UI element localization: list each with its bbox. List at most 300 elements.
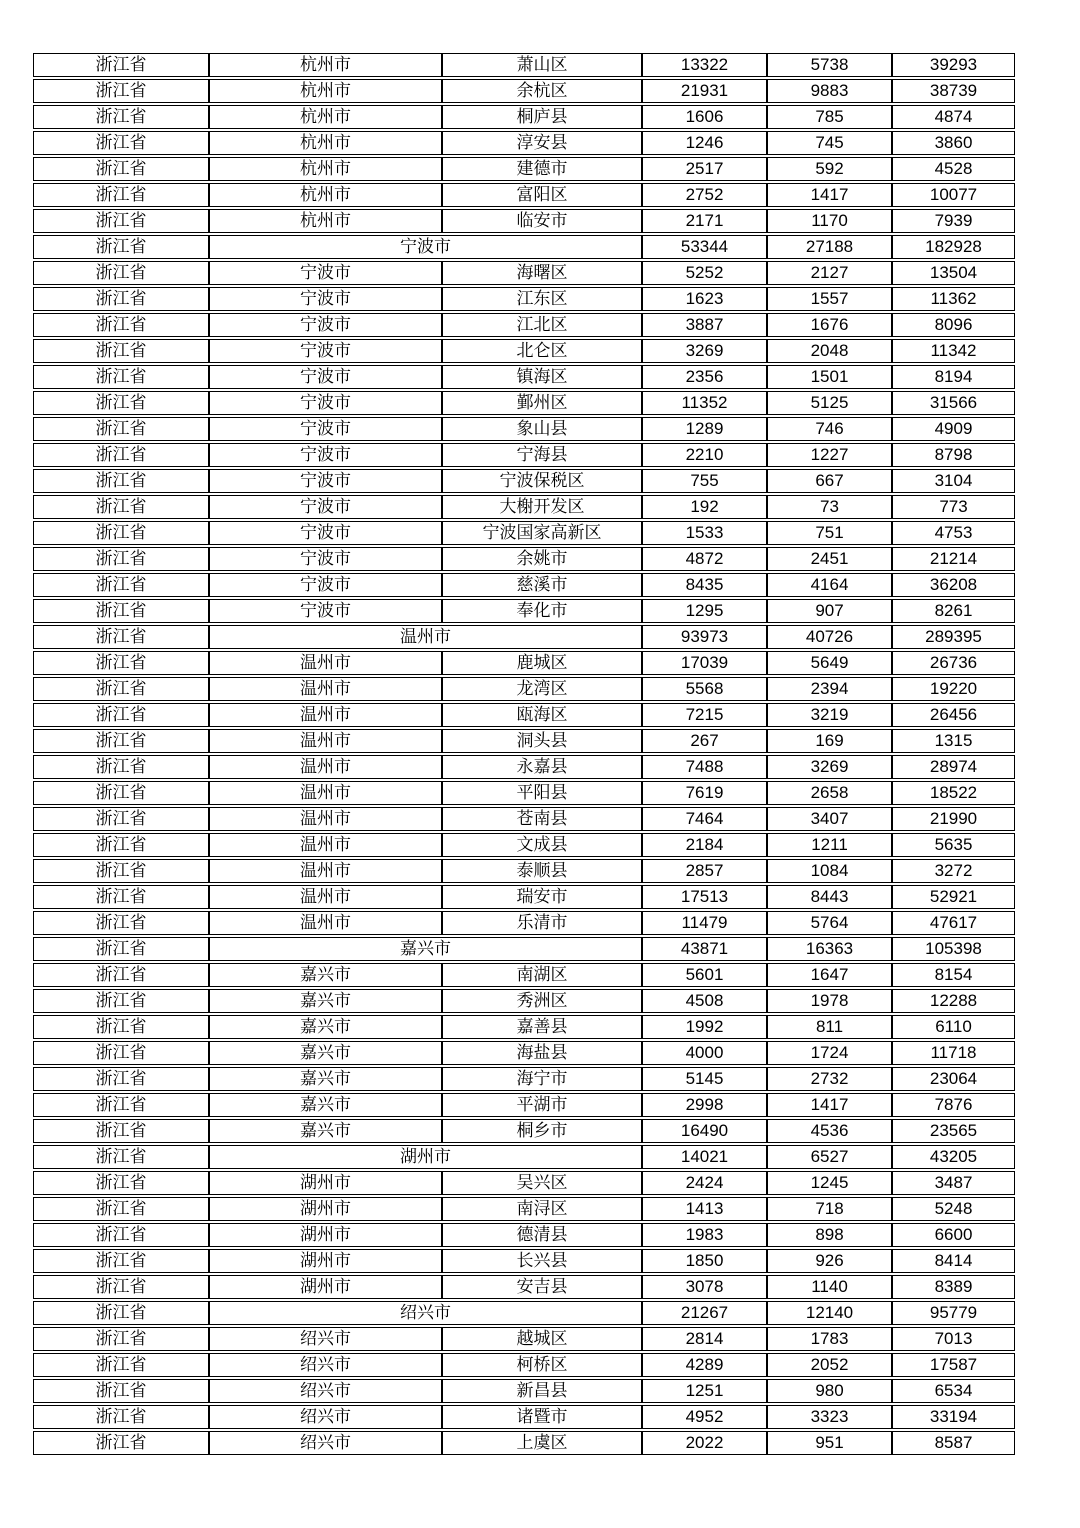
cell-city: 嘉兴市 xyxy=(209,1093,442,1117)
region-statistics-table xyxy=(33,51,1015,1457)
cell-district: 富阳区 xyxy=(442,183,642,207)
cell-value-3: 17587 xyxy=(892,1353,1015,1377)
table-row xyxy=(33,131,1015,155)
cell-value-2: 2451 xyxy=(767,547,892,571)
cell-value-3: 3272 xyxy=(892,859,1015,883)
cell-province: 浙江省 xyxy=(33,521,209,545)
cell-value-1: 7619 xyxy=(642,781,767,805)
cell-province: 浙江省 xyxy=(33,1379,209,1403)
table-row xyxy=(33,1223,1015,1247)
table-row xyxy=(33,1431,1015,1455)
cell-district: 海盐县 xyxy=(442,1041,642,1065)
cell-value-1: 4508 xyxy=(642,989,767,1013)
table-row xyxy=(33,1041,1015,1065)
table-row xyxy=(33,859,1015,883)
cell-city: 嘉兴市 xyxy=(209,1015,442,1039)
cell-value-3: 773 xyxy=(892,495,1015,519)
cell-value-3: 6110 xyxy=(892,1015,1015,1039)
table-row xyxy=(33,339,1015,363)
cell-value-3: 3104 xyxy=(892,469,1015,493)
cell-value-3: 36208 xyxy=(892,573,1015,597)
cell-district: 泰顺县 xyxy=(442,859,642,883)
cell-value-2: 1978 xyxy=(767,989,892,1013)
cell-city: 绍兴市 xyxy=(209,1431,442,1455)
cell-value-3: 8587 xyxy=(892,1431,1015,1455)
cell-province: 浙江省 xyxy=(33,911,209,935)
cell-value-1: 5601 xyxy=(642,963,767,987)
table-row xyxy=(33,391,1015,415)
cell-province: 浙江省 xyxy=(33,183,209,207)
cell-value-1: 2424 xyxy=(642,1171,767,1195)
cell-province: 浙江省 xyxy=(33,1223,209,1247)
cell-value-2: 1211 xyxy=(767,833,892,857)
cell-district: 龙湾区 xyxy=(442,677,642,701)
table-row xyxy=(33,755,1015,779)
cell-province: 浙江省 xyxy=(33,1041,209,1065)
cell-province: 浙江省 xyxy=(33,833,209,857)
cell-province: 浙江省 xyxy=(33,1015,209,1039)
cell-district: 余姚市 xyxy=(442,547,642,571)
cell-value-3: 182928 xyxy=(892,235,1015,259)
cell-value-1: 13322 xyxy=(642,53,767,77)
cell-value-3: 21214 xyxy=(892,547,1015,571)
cell-city: 湖州市 xyxy=(209,1197,442,1221)
table-row xyxy=(33,1015,1015,1039)
cell-value-2: 1417 xyxy=(767,183,892,207)
table-row xyxy=(33,1405,1015,1429)
cell-province: 浙江省 xyxy=(33,1405,209,1429)
cell-district: 江北区 xyxy=(442,313,642,337)
cell-district: 柯桥区 xyxy=(442,1353,642,1377)
cell-district: 平阳县 xyxy=(442,781,642,805)
table-row xyxy=(33,547,1015,571)
cell-value-2: 5125 xyxy=(767,391,892,415)
cell-value-2: 1084 xyxy=(767,859,892,883)
table-row xyxy=(33,417,1015,441)
cell-value-2: 785 xyxy=(767,105,892,129)
cell-district: 秀洲区 xyxy=(442,989,642,1013)
cell-province: 浙江省 xyxy=(33,313,209,337)
cell-value-3: 1315 xyxy=(892,729,1015,753)
cell-value-2: 16363 xyxy=(767,937,892,961)
cell-value-1: 93973 xyxy=(642,625,767,649)
cell-value-2: 3219 xyxy=(767,703,892,727)
cell-city: 杭州市 xyxy=(209,53,442,77)
cell-city: 宁波市 xyxy=(209,287,442,311)
cell-district: 桐庐县 xyxy=(442,105,642,129)
cell-city: 绍兴市 xyxy=(209,1405,442,1429)
cell-city-merged: 宁波市 xyxy=(209,235,642,259)
cell-province: 浙江省 xyxy=(33,885,209,909)
cell-value-2: 907 xyxy=(767,599,892,623)
cell-province: 浙江省 xyxy=(33,859,209,883)
table-row xyxy=(33,105,1015,129)
table-row xyxy=(33,1353,1015,1377)
cell-value-3: 26736 xyxy=(892,651,1015,675)
cell-value-3: 8194 xyxy=(892,365,1015,389)
cell-value-1: 1606 xyxy=(642,105,767,129)
cell-value-2: 6527 xyxy=(767,1145,892,1169)
cell-value-2: 980 xyxy=(767,1379,892,1403)
cell-province: 浙江省 xyxy=(33,1145,209,1169)
cell-district: 安吉县 xyxy=(442,1275,642,1299)
cell-value-2: 1501 xyxy=(767,365,892,389)
cell-province: 浙江省 xyxy=(33,703,209,727)
cell-city: 温州市 xyxy=(209,677,442,701)
table-row xyxy=(33,495,1015,519)
cell-city: 杭州市 xyxy=(209,131,442,155)
table-row xyxy=(33,651,1015,675)
cell-province: 浙江省 xyxy=(33,131,209,155)
cell-district: 上虞区 xyxy=(442,1431,642,1455)
table-row xyxy=(33,807,1015,831)
cell-value-1: 2171 xyxy=(642,209,767,233)
cell-value-1: 4952 xyxy=(642,1405,767,1429)
cell-city: 温州市 xyxy=(209,729,442,753)
cell-value-2: 1227 xyxy=(767,443,892,467)
cell-province: 浙江省 xyxy=(33,1197,209,1221)
cell-province: 浙江省 xyxy=(33,339,209,363)
cell-value-1: 1983 xyxy=(642,1223,767,1247)
cell-value-2: 898 xyxy=(767,1223,892,1247)
table-row xyxy=(33,1119,1015,1143)
cell-value-2: 73 xyxy=(767,495,892,519)
cell-value-2: 1557 xyxy=(767,287,892,311)
cell-value-3: 3860 xyxy=(892,131,1015,155)
cell-value-3: 23064 xyxy=(892,1067,1015,1091)
cell-province: 浙江省 xyxy=(33,781,209,805)
cell-value-2: 1783 xyxy=(767,1327,892,1351)
table-row xyxy=(33,261,1015,285)
cell-district: 瓯海区 xyxy=(442,703,642,727)
cell-city: 湖州市 xyxy=(209,1275,442,1299)
cell-province: 浙江省 xyxy=(33,443,209,467)
cell-value-3: 8261 xyxy=(892,599,1015,623)
cell-city: 湖州市 xyxy=(209,1249,442,1273)
cell-value-1: 21267 xyxy=(642,1301,767,1325)
table-row xyxy=(33,313,1015,337)
cell-value-3: 10077 xyxy=(892,183,1015,207)
table-row xyxy=(33,53,1015,77)
cell-province: 浙江省 xyxy=(33,989,209,1013)
cell-value-3: 8414 xyxy=(892,1249,1015,1273)
cell-value-2: 751 xyxy=(767,521,892,545)
table-row xyxy=(33,599,1015,623)
cell-value-1: 14021 xyxy=(642,1145,767,1169)
cell-value-2: 4164 xyxy=(767,573,892,597)
cell-value-2: 169 xyxy=(767,729,892,753)
cell-district: 淳安县 xyxy=(442,131,642,155)
cell-district: 大榭开发区 xyxy=(442,495,642,519)
cell-district: 奉化市 xyxy=(442,599,642,623)
table-row xyxy=(33,1067,1015,1091)
cell-city-merged: 湖州市 xyxy=(209,1145,642,1169)
cell-value-2: 9883 xyxy=(767,79,892,103)
cell-province: 浙江省 xyxy=(33,53,209,77)
cell-value-1: 17039 xyxy=(642,651,767,675)
cell-district: 宁波国家高新区 xyxy=(442,521,642,545)
table-row xyxy=(33,1379,1015,1403)
cell-city: 宁波市 xyxy=(209,599,442,623)
cell-city: 杭州市 xyxy=(209,183,442,207)
cell-value-2: 3323 xyxy=(767,1405,892,1429)
cell-city: 温州市 xyxy=(209,885,442,909)
cell-city-merged: 绍兴市 xyxy=(209,1301,642,1325)
cell-province: 浙江省 xyxy=(33,1275,209,1299)
cell-value-3: 31566 xyxy=(892,391,1015,415)
table-row xyxy=(33,729,1015,753)
cell-district: 镇海区 xyxy=(442,365,642,389)
cell-city: 嘉兴市 xyxy=(209,1067,442,1091)
table-row xyxy=(33,1197,1015,1221)
cell-value-3: 4753 xyxy=(892,521,1015,545)
cell-value-1: 53344 xyxy=(642,235,767,259)
table-row xyxy=(33,677,1015,701)
cell-city: 温州市 xyxy=(209,859,442,883)
table-row xyxy=(33,209,1015,233)
cell-value-1: 2184 xyxy=(642,833,767,857)
cell-value-2: 5649 xyxy=(767,651,892,675)
cell-value-1: 755 xyxy=(642,469,767,493)
cell-city: 宁波市 xyxy=(209,547,442,571)
cell-district: 吴兴区 xyxy=(442,1171,642,1195)
cell-district: 南湖区 xyxy=(442,963,642,987)
cell-value-1: 4289 xyxy=(642,1353,767,1377)
cell-value-1: 21931 xyxy=(642,79,767,103)
cell-city: 绍兴市 xyxy=(209,1327,442,1351)
cell-district: 南浔区 xyxy=(442,1197,642,1221)
cell-district: 永嘉县 xyxy=(442,755,642,779)
cell-province: 浙江省 xyxy=(33,287,209,311)
cell-district: 建德市 xyxy=(442,157,642,181)
cell-value-1: 1413 xyxy=(642,1197,767,1221)
cell-value-2: 27188 xyxy=(767,235,892,259)
cell-value-2: 667 xyxy=(767,469,892,493)
cell-district: 平湖市 xyxy=(442,1093,642,1117)
cell-value-3: 26456 xyxy=(892,703,1015,727)
cell-city: 宁波市 xyxy=(209,469,442,493)
cell-value-1: 1850 xyxy=(642,1249,767,1273)
table-row xyxy=(33,521,1015,545)
cell-district: 桐乡市 xyxy=(442,1119,642,1143)
cell-district: 江东区 xyxy=(442,287,642,311)
cell-city-merged: 温州市 xyxy=(209,625,642,649)
cell-value-2: 2127 xyxy=(767,261,892,285)
cell-value-3: 12288 xyxy=(892,989,1015,1013)
cell-value-2: 745 xyxy=(767,131,892,155)
cell-value-3: 8798 xyxy=(892,443,1015,467)
cell-value-3: 3487 xyxy=(892,1171,1015,1195)
cell-value-1: 2517 xyxy=(642,157,767,181)
cell-value-2: 1245 xyxy=(767,1171,892,1195)
cell-district: 瑞安市 xyxy=(442,885,642,909)
cell-value-2: 1647 xyxy=(767,963,892,987)
table-row xyxy=(33,287,1015,311)
cell-city: 绍兴市 xyxy=(209,1379,442,1403)
cell-province: 浙江省 xyxy=(33,1249,209,1273)
cell-value-3: 7013 xyxy=(892,1327,1015,1351)
cell-value-1: 2022 xyxy=(642,1431,767,1455)
cell-district: 慈溪市 xyxy=(442,573,642,597)
cell-district: 海宁市 xyxy=(442,1067,642,1091)
cell-value-3: 18522 xyxy=(892,781,1015,805)
cell-value-1: 3269 xyxy=(642,339,767,363)
cell-value-1: 17513 xyxy=(642,885,767,909)
cell-province: 浙江省 xyxy=(33,1171,209,1195)
cell-value-1: 11479 xyxy=(642,911,767,935)
cell-value-2: 8443 xyxy=(767,885,892,909)
table-row xyxy=(33,365,1015,389)
cell-value-3: 4909 xyxy=(892,417,1015,441)
cell-district: 苍南县 xyxy=(442,807,642,831)
cell-city: 宁波市 xyxy=(209,573,442,597)
cell-value-3: 11362 xyxy=(892,287,1015,311)
cell-value-3: 21990 xyxy=(892,807,1015,831)
cell-value-1: 11352 xyxy=(642,391,767,415)
cell-province: 浙江省 xyxy=(33,599,209,623)
table-row xyxy=(33,183,1015,207)
cell-value-1: 7464 xyxy=(642,807,767,831)
cell-city: 杭州市 xyxy=(209,157,442,181)
cell-value-3: 38739 xyxy=(892,79,1015,103)
cell-value-2: 3269 xyxy=(767,755,892,779)
cell-value-3: 289395 xyxy=(892,625,1015,649)
cell-province: 浙江省 xyxy=(33,547,209,571)
cell-province: 浙江省 xyxy=(33,573,209,597)
cell-value-2: 5764 xyxy=(767,911,892,935)
cell-district: 北仑区 xyxy=(442,339,642,363)
table-row xyxy=(33,833,1015,857)
cell-province: 浙江省 xyxy=(33,963,209,987)
cell-city: 宁波市 xyxy=(209,521,442,545)
cell-value-1: 1246 xyxy=(642,131,767,155)
cell-value-1: 43871 xyxy=(642,937,767,961)
cell-value-3: 8154 xyxy=(892,963,1015,987)
cell-value-1: 267 xyxy=(642,729,767,753)
city-summary-row xyxy=(33,1301,1015,1325)
cell-district: 鹿城区 xyxy=(442,651,642,675)
cell-district: 嘉善县 xyxy=(442,1015,642,1039)
cell-city: 湖州市 xyxy=(209,1223,442,1247)
cell-value-3: 4528 xyxy=(892,157,1015,181)
cell-city: 宁波市 xyxy=(209,495,442,519)
cell-city: 宁波市 xyxy=(209,391,442,415)
cell-district: 余杭区 xyxy=(442,79,642,103)
table-row xyxy=(33,781,1015,805)
cell-value-2: 3407 xyxy=(767,807,892,831)
cell-district: 长兴县 xyxy=(442,1249,642,1273)
cell-value-1: 192 xyxy=(642,495,767,519)
table-row xyxy=(33,1327,1015,1351)
cell-value-1: 1992 xyxy=(642,1015,767,1039)
cell-city: 绍兴市 xyxy=(209,1353,442,1377)
cell-value-1: 16490 xyxy=(642,1119,767,1143)
cell-province: 浙江省 xyxy=(33,469,209,493)
table-row xyxy=(33,443,1015,467)
table-row xyxy=(33,1249,1015,1273)
cell-province: 浙江省 xyxy=(33,1119,209,1143)
cell-value-2: 2048 xyxy=(767,339,892,363)
cell-district: 德清县 xyxy=(442,1223,642,1247)
cell-city: 嘉兴市 xyxy=(209,963,442,987)
cell-value-1: 2857 xyxy=(642,859,767,883)
cell-value-1: 3887 xyxy=(642,313,767,337)
cell-city: 温州市 xyxy=(209,833,442,857)
cell-province: 浙江省 xyxy=(33,157,209,181)
cell-value-2: 746 xyxy=(767,417,892,441)
cell-value-1: 5568 xyxy=(642,677,767,701)
cell-value-2: 2394 xyxy=(767,677,892,701)
cell-value-1: 7488 xyxy=(642,755,767,779)
cell-province: 浙江省 xyxy=(33,261,209,285)
cell-value-3: 11718 xyxy=(892,1041,1015,1065)
cell-province: 浙江省 xyxy=(33,365,209,389)
cell-value-1: 5145 xyxy=(642,1067,767,1091)
cell-province: 浙江省 xyxy=(33,105,209,129)
cell-district: 临安市 xyxy=(442,209,642,233)
cell-city: 宁波市 xyxy=(209,339,442,363)
cell-district: 鄞州区 xyxy=(442,391,642,415)
cell-district: 乐清市 xyxy=(442,911,642,935)
cell-city: 宁波市 xyxy=(209,313,442,337)
cell-province: 浙江省 xyxy=(33,755,209,779)
cell-value-1: 8435 xyxy=(642,573,767,597)
cell-city: 湖州市 xyxy=(209,1171,442,1195)
cell-city: 嘉兴市 xyxy=(209,1119,442,1143)
cell-city: 温州市 xyxy=(209,703,442,727)
table-row xyxy=(33,1171,1015,1195)
cell-value-2: 1417 xyxy=(767,1093,892,1117)
cell-value-1: 2356 xyxy=(642,365,767,389)
city-summary-row xyxy=(33,1145,1015,1169)
cell-value-2: 40726 xyxy=(767,625,892,649)
cell-value-3: 8096 xyxy=(892,313,1015,337)
cell-value-1: 2814 xyxy=(642,1327,767,1351)
cell-province: 浙江省 xyxy=(33,1067,209,1091)
table-row xyxy=(33,79,1015,103)
table-row xyxy=(33,989,1015,1013)
cell-value-3: 47617 xyxy=(892,911,1015,935)
cell-value-1: 5252 xyxy=(642,261,767,285)
cell-city-merged: 嘉兴市 xyxy=(209,937,642,961)
cell-city: 杭州市 xyxy=(209,209,442,233)
cell-city: 嘉兴市 xyxy=(209,1041,442,1065)
cell-province: 浙江省 xyxy=(33,391,209,415)
cell-value-3: 4874 xyxy=(892,105,1015,129)
cell-value-1: 3078 xyxy=(642,1275,767,1299)
cell-city: 宁波市 xyxy=(209,443,442,467)
cell-value-2: 1676 xyxy=(767,313,892,337)
cell-district: 象山县 xyxy=(442,417,642,441)
cell-value-3: 39293 xyxy=(892,53,1015,77)
cell-province: 浙江省 xyxy=(33,417,209,441)
cell-value-1: 1533 xyxy=(642,521,767,545)
city-summary-row xyxy=(33,937,1015,961)
cell-value-3: 8389 xyxy=(892,1275,1015,1299)
table-row xyxy=(33,885,1015,909)
cell-value-2: 4536 xyxy=(767,1119,892,1143)
cell-district: 诸暨市 xyxy=(442,1405,642,1429)
cell-value-3: 19220 xyxy=(892,677,1015,701)
cell-province: 浙江省 xyxy=(33,651,209,675)
cell-district: 萧山区 xyxy=(442,53,642,77)
cell-value-3: 5248 xyxy=(892,1197,1015,1221)
cell-value-2: 2732 xyxy=(767,1067,892,1091)
cell-province: 浙江省 xyxy=(33,1431,209,1455)
cell-province: 浙江省 xyxy=(33,209,209,233)
cell-value-3: 43205 xyxy=(892,1145,1015,1169)
cell-value-2: 951 xyxy=(767,1431,892,1455)
